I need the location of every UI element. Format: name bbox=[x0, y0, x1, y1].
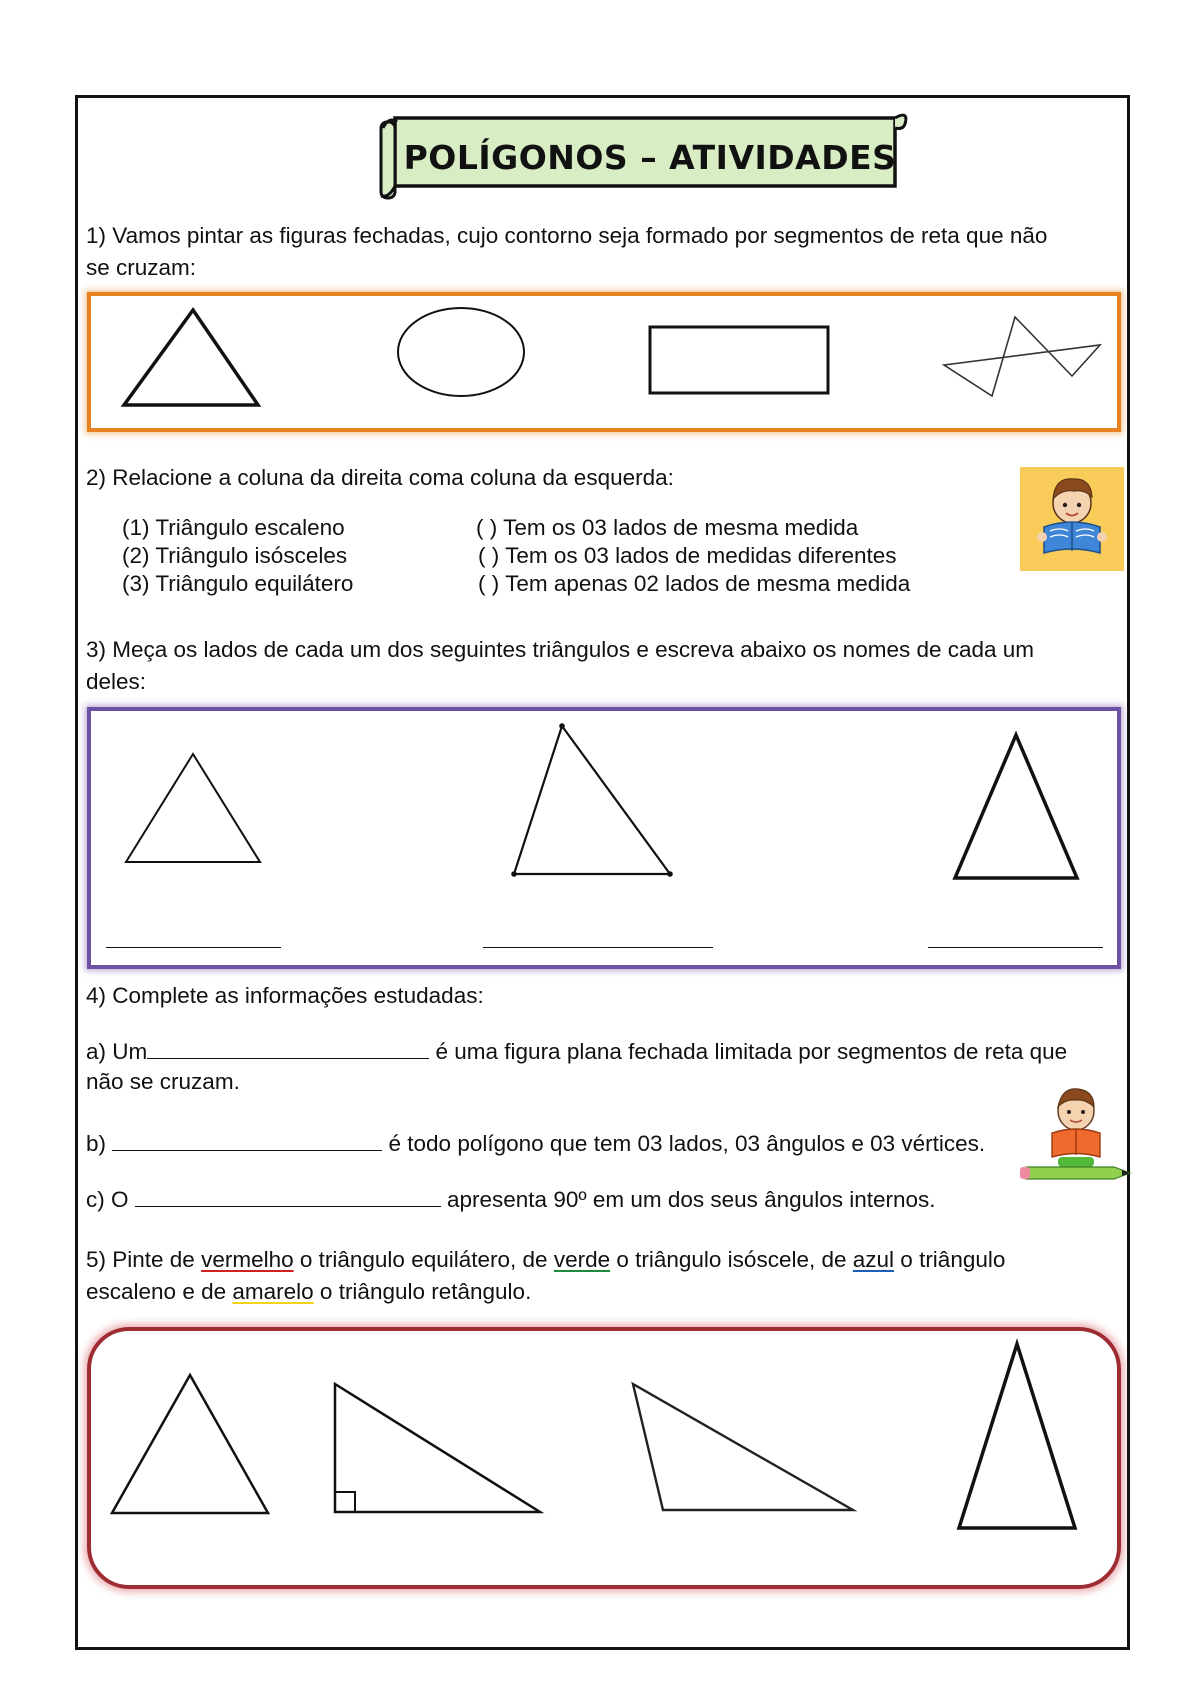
q5-text-5: escaleno e de bbox=[86, 1279, 233, 1304]
q4-b-blank[interactable] bbox=[112, 1126, 382, 1151]
q5-text-3: o triângulo isóscele, de bbox=[610, 1247, 853, 1272]
crossed-polygon-icon[interactable] bbox=[940, 310, 1110, 402]
q3-answer-line-2[interactable] bbox=[483, 945, 713, 948]
q3-answer-line-3[interactable] bbox=[928, 945, 1103, 948]
rectangle-icon[interactable] bbox=[648, 325, 833, 400]
q2-right-item-3[interactable]: ( ) Tem apenas 02 lados de mesma medida bbox=[478, 571, 911, 596]
equilateral-triangle-icon[interactable] bbox=[120, 750, 265, 870]
q4-c-prefix: c) O bbox=[86, 1187, 135, 1212]
q4-item-a bbox=[86, 1034, 1067, 1068]
q1-line-2: se cruzam: bbox=[86, 255, 197, 280]
q3-answer-line-1[interactable] bbox=[106, 945, 281, 948]
q5-text-1: 5) Pinte de bbox=[86, 1247, 202, 1272]
q1-line-1: 1) Vamos pintar as figuras fechadas, cujo contorno seja formado por segmentos de reta que não bbox=[86, 223, 1048, 248]
isosceles-triangle-icon[interactable] bbox=[955, 1340, 1080, 1535]
q2-prompt: 2) Relacione a coluna da direita coma coluna da esquerda: bbox=[86, 465, 674, 490]
q4-c-blank[interactable] bbox=[135, 1182, 441, 1207]
q3-line-2: deles: bbox=[86, 669, 147, 694]
q5-line-1 bbox=[86, 1244, 1005, 1276]
q4-prompt: 4) Complete as informações estudadas: bbox=[86, 983, 484, 1008]
q4-item-c bbox=[86, 1182, 936, 1216]
q2-left-item-2: (2) Triângulo isósceles bbox=[122, 543, 348, 568]
q2-right-item-1[interactable]: ( ) Tem os 03 lados de mesma medida bbox=[476, 515, 859, 540]
q2-right-item-2[interactable]: ( ) Tem os 03 lados de medidas diferentes bbox=[478, 543, 897, 568]
q5-word-blue: azul bbox=[852, 1247, 895, 1272]
q3-line-1: 3) Meça os lados de cada um dos seguintes triângulos e escreva abaixo os nomes de cada um bbox=[86, 637, 1035, 662]
q5-text-2: o triângulo equilátero, de bbox=[293, 1247, 554, 1272]
q5-text-6: o triângulo retângulo. bbox=[313, 1279, 532, 1304]
reading-child-icon bbox=[1020, 467, 1124, 571]
scalene-triangle-icon[interactable] bbox=[628, 1380, 858, 1515]
q4-a-blank[interactable] bbox=[147, 1034, 429, 1059]
reading-child-pencil-icon bbox=[1018, 1085, 1133, 1185]
q5-word-yellow: amarelo bbox=[232, 1279, 314, 1304]
scalene-triangle-icon[interactable] bbox=[508, 722, 683, 882]
page-title: POLÍGONOS – ATIVIDADES bbox=[403, 138, 897, 177]
q4-a-line-2: não se cruzam. bbox=[86, 1069, 240, 1094]
q4-b-suffix: é todo polígono que tem 03 lados, 03 ângulos e 03 vértices. bbox=[382, 1131, 986, 1156]
ellipse-icon[interactable] bbox=[395, 305, 530, 400]
isosceles-triangle-icon[interactable] bbox=[950, 730, 1082, 885]
q4-a-suffix: é uma figura plana fechada limitada por segmentos de reta que bbox=[429, 1039, 1068, 1064]
q5-text-4: o triângulo bbox=[894, 1247, 1006, 1272]
q5-word-green: verde bbox=[553, 1247, 611, 1272]
q5-line-2 bbox=[86, 1276, 531, 1308]
triangle-icon[interactable] bbox=[118, 305, 263, 410]
q5-word-red: vermelho bbox=[201, 1247, 294, 1272]
right-triangle-icon[interactable] bbox=[330, 1380, 545, 1517]
q4-c-suffix: apresenta 90º em um dos seus ângulos internos. bbox=[440, 1187, 936, 1212]
q2-left-item-1: (1) Triângulo escaleno bbox=[122, 515, 345, 540]
equilateral-triangle-icon[interactable] bbox=[108, 1370, 273, 1520]
q2-left-item-3: (3) Triângulo equilátero bbox=[122, 571, 354, 596]
q4-a-prefix: a) Um bbox=[86, 1039, 148, 1064]
q4-item-b bbox=[86, 1126, 985, 1160]
q4-b-prefix: b) bbox=[86, 1131, 113, 1156]
